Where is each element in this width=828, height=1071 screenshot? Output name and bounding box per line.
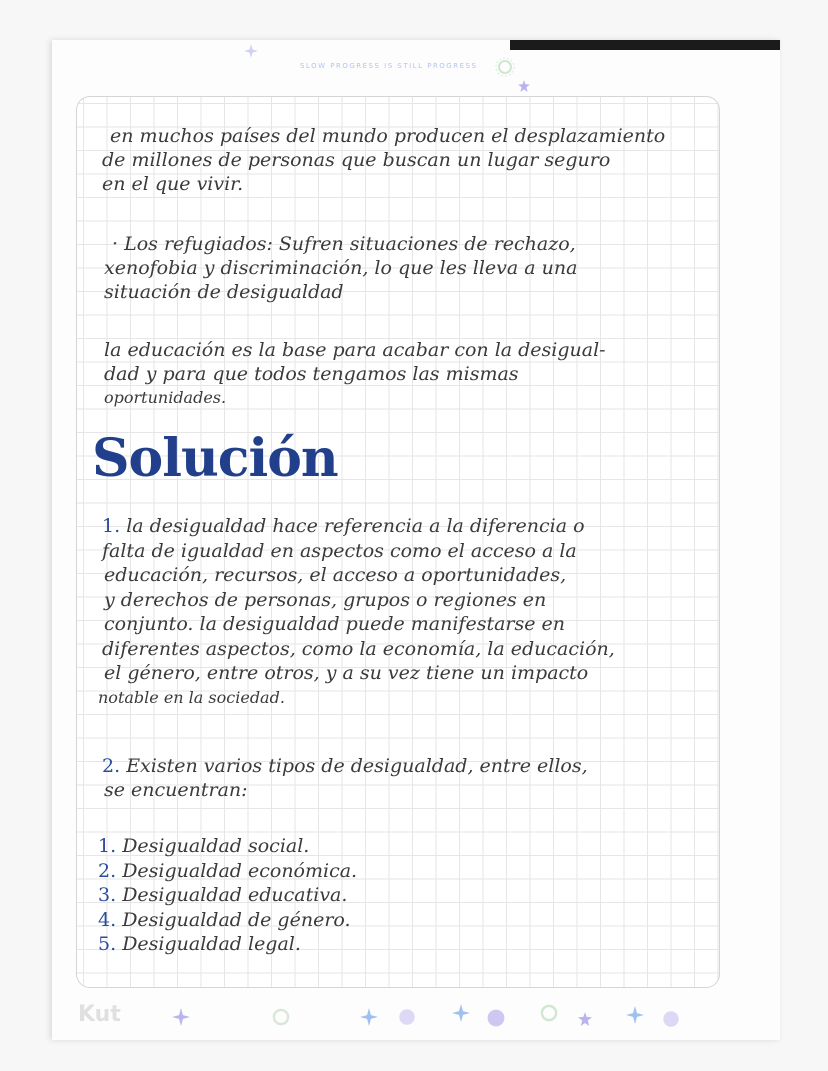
list-number: 1.	[98, 835, 117, 857]
bullet: ·	[112, 233, 119, 255]
list-label: Desigualdad social.	[122, 835, 310, 857]
text-line: el género, entre otros, y a su vez tiene un impacto	[104, 662, 589, 684]
text-line: Sufren situaciones de rechazo,	[278, 233, 576, 255]
answer-2-paragraph	[98, 754, 718, 802]
list-number: 3.	[98, 884, 117, 906]
text-line: falta de igualdad en aspectos como el acceso a la	[102, 539, 577, 562]
text-line: en muchos países del mundo producen el desplazamiento	[110, 125, 666, 147]
answer-number: 1.	[102, 515, 121, 537]
answer-1-paragraph	[98, 514, 718, 710]
list-label: Desigualdad legal.	[122, 933, 301, 955]
educacion-paragraph	[98, 338, 718, 410]
brand-logo: Kut	[78, 1002, 121, 1027]
text-line: se encuentran:	[104, 779, 248, 801]
flower-icon	[484, 1006, 508, 1030]
text-line: Existen varios tipos de desigualdad, entre ellos,	[126, 755, 588, 777]
text-line: dad y para que todos tengamos las mismas	[104, 363, 519, 385]
sparkle-icon	[626, 1006, 644, 1024]
text-line: de millones de personas que buscan un lugar seguro	[102, 149, 611, 171]
section-heading: Solución	[92, 428, 338, 489]
flower-icon	[396, 1006, 418, 1028]
list-label: Desigualdad educativa.	[122, 884, 348, 906]
page-edge-shadow	[510, 40, 780, 50]
list-number: 2.	[98, 859, 117, 882]
text-line: y derechos de personas, grupos o regiones en	[104, 588, 547, 611]
text-line: la educación es la base para acabar con la desigual-	[104, 339, 606, 361]
sun-icon	[536, 1000, 562, 1026]
text-line: en el que vivir.	[102, 173, 244, 195]
sparkle-icon	[244, 44, 258, 58]
text-line: la desigualdad hace referencia a la diferencia o	[126, 515, 585, 537]
text-line: notable en la sociedad.	[98, 687, 285, 707]
text-line: oportunidades.	[104, 388, 227, 407]
sun-icon	[268, 1004, 294, 1030]
list-item	[98, 859, 718, 884]
star-icon	[578, 1012, 592, 1026]
text-line: educación, recursos, el acceso a oportunidades,	[104, 564, 567, 586]
list-item	[98, 908, 718, 933]
list-item	[98, 834, 718, 859]
star-icon	[518, 80, 530, 92]
refugiados-term: Los refugiados:	[124, 233, 273, 255]
list-item	[98, 932, 718, 957]
text-line: conjunto. la desigualdad puede manifestarse en	[104, 613, 566, 635]
list-item	[98, 883, 718, 908]
sparkle-icon	[172, 1008, 190, 1026]
motto-text: SLOW PROGRESS IS STILL PROGRESS	[300, 62, 478, 70]
text-line: xenofobia y discriminación, lo que les lleva a una	[104, 257, 578, 279]
refugiados-paragraph	[98, 232, 718, 304]
text-line: situación de desigualdad	[104, 281, 344, 303]
sun-icon	[494, 56, 516, 78]
list-label: Desigualdad de género.	[122, 908, 351, 931]
intro-paragraph	[98, 124, 718, 196]
flower-icon	[660, 1008, 682, 1030]
list-label: Desigualdad económica.	[122, 859, 358, 882]
list-number: 4.	[98, 908, 117, 931]
text-line: diferentes aspectos, como la economía, la educación,	[102, 637, 615, 660]
answer-number: 2.	[102, 755, 121, 777]
list-number: 5.	[98, 933, 117, 955]
types-list	[98, 834, 718, 957]
moon-icon	[280, 58, 298, 76]
sparkle-icon	[452, 1004, 470, 1022]
sparkle-icon	[360, 1008, 378, 1026]
